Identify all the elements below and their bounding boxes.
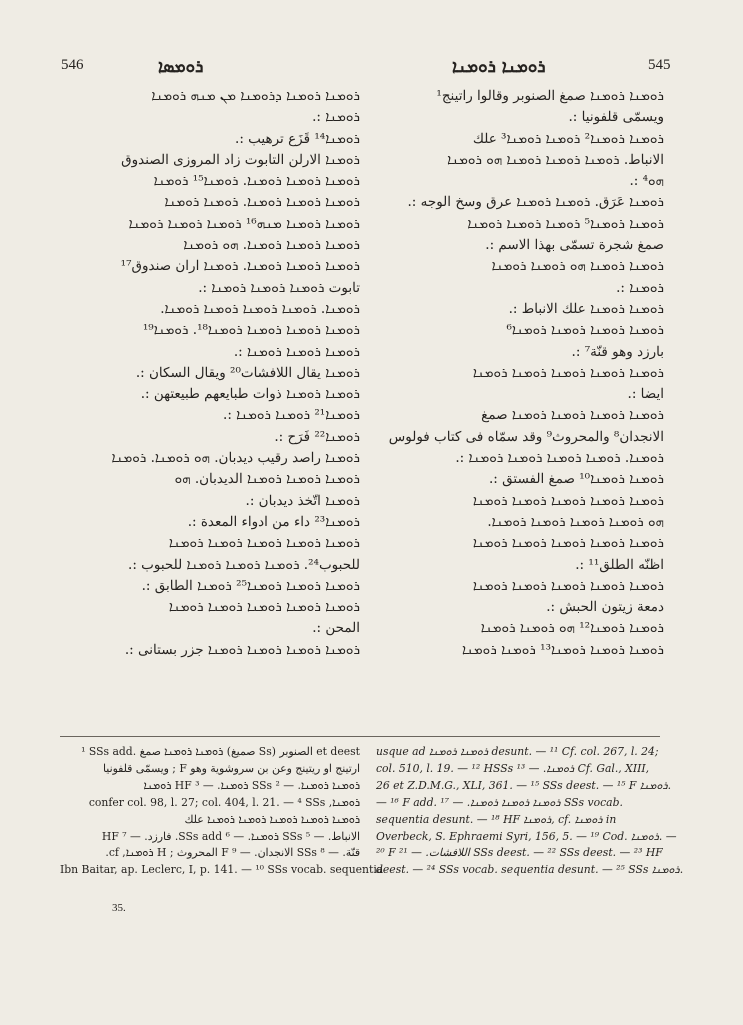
text-line: ܪܘܡܢܐ ܪܘܡܢܐ ܪܘܡܢܐ ܪܘܡܢܐ ܪܘܡܢܐ [168,599,360,616]
text-line: ويسمّى قلفونيا :. [568,109,664,126]
text-line: ܪܘܡܢܐ ܪܘܡܢܐ ܪܘܡܢܐ. ܪܘܡܢܐ¹⁵ ܪܘܡܢܐ [153,173,360,190]
text-line: ܪܘܡܢܐ ܪܘܡܢܐ ܪܘܡܢܐ ܪܘܡܢܐ¹⁸. ܪܘܡܢܐ¹⁹ [142,322,360,339]
text-line: ܪܘܡܢܐ ܪܘܡܢܐ ܪܘܡܢܐ ܪܘܡܢܐ ܪܘܡܢܐ [472,577,664,594]
text-line: ܪܘܡܢܐ ܪܘܡܢܐ ܪܘܡܢܐ ܪܘܡܢܐ ܪܘܡܢܐ [472,364,664,381]
signature-mark: 35. [112,902,126,914]
text-line: ܪܘܡܢܐ ܪܘܡܢܐ ܪܘܡܢܐ. ܪܘܡܢܐ ܪܘܡܢܐ [164,194,360,211]
text-line: ¹ SSs add. ܪܘܡܢܐ ܪܘܡܢܐ صمغ (صميغ Ss) الصنوبر et deest [81,745,360,758]
text-line: الانجدان⁸ والمحروث⁹ وقد سمّاه فى كتاب فولوس [388,428,664,445]
text-line: تابوت ܪܘܡܢܐ ܪܘܡܢܐ ܪܘܡܢܐ :. [198,279,360,296]
text-line: اظنّه الطلق¹¹ :. [575,556,664,573]
text-line: ܪܘܡܢܐ ܪܘܡܢܐ ܕܪܘܡܢܐ ܡܢ ܡܢܗ ܪܘܡܢܐ [151,88,360,104]
text-line: ܪܘܡܢܐ²² فَرَح :. [274,428,360,445]
text-line: col. 510, l. 19. — ¹² HSSs ܪܘܡܢܐ. — ¹³ Cf. Gal., XIII, [376,761,650,775]
text-line: ܪܘܡܢܐ ܪܘܡܢܐ. — ² SSs ܪܘܡܢܐ. — ³ HF ܪܘܡܢܐ [143,778,360,792]
text-line: ܪܘܡܢܐ ܪܘܡܢܐ ܪܘܡܢܐ الديدبان. ܗܘ [174,471,360,488]
text-line: — ¹⁶ F add. ܪܘܡܢܐ ܪܘܡܢܐ ܪܘܡܢܐ. — ¹⁷ SSs vocab. [376,795,623,809]
text-line: قنّة. — ⁸ SSs الانجدان. — ⁹ F المحروث ; H ܪܘܡܢܐ, cf. [105,846,360,860]
text-line: deest. — ²⁴ SSs vocab. sequentia desunt. — ²⁵ SSs ܪܘܡܢܐ. [376,863,684,877]
text-line: ܪܘܡܢܐ²¹ ܪܘܡܢܐ ܪܘܡܢܐ :. [223,407,360,424]
text-line: بارزد وهو قنّة⁷ :. [571,343,664,360]
text-line: ܪܘܡܢܐ ܪܘܡܢܐ صمغ الصنوبر وقالوا راتينج¹ [436,88,664,104]
text-line: ܪܘܡܢܐ الارلن التابوت زاد المروزى الصندوق [121,151,360,168]
text-line: ܪܘܡܢܐ ܪܘܡܢܐ علك الانباط :. [508,300,664,317]
text-line: ܪܘܡܢܐ ܪܘܡܢܐ ܪܘܡܢܐ. ܪܘܡܢܐ اران صندوق¹⁷ [120,258,360,275]
right-column [374,86,664,661]
text-line: ܪܘܡܢܐ, confer col. 98, l. 27; col. 404, l. 21. — ⁴ SSs [88,795,360,809]
text-line: للحبوب²⁴. ܪܘܡܢܐ ܪܘܡܢܐ ܪܘܡܢܐ للحبوب :. [128,556,360,573]
text-line: ܪܘܡܢܐ ܪܘܡܢܐ ܪܘܡܢܐ ܪܘܡܢܐ ܪܘܡܢܐ [168,535,360,552]
text-line: ܗܘ⁴ :. [629,173,664,190]
text-line: الانباط. ܪܘܡܢܐ ܪܘܡܢܐ ܪܘܡܢܐ ܗܘ ܪܘܡܢܐ [447,151,664,168]
text-line: ܪܘܡܢܐ¹⁴ قَزَع ترهيب :. [235,130,360,147]
text-line: ܪܘܡܢܐ ܪܘܡܢܐ ܪܘܡܢܐ¹³ ܪܘܡܢܐ ܪܘܡܢܐ [461,641,664,658]
text-line: usque ad ܪܘܡܢܐ ܪܘܡܢܐ desunt. — ¹¹ Cf. col. 267, l. 24; [376,745,659,758]
text-line: ܪܘܡܢܐ ܪܘܡܢܐ ܪܘܡܢܐ. ܗܘ ܪܘܡܢܐ [183,237,360,254]
text-line: 26 et Z.D.M.G., XLI, 361. — ¹⁵ SSs deest. — ¹⁵ F ܪܘܡܢܐ. [376,778,672,792]
text-line: ܪܘܡܢܐ يقال اللافشات²⁰ ويقال السكان :. [135,364,360,381]
text-line: ܪܘܡܢܐ :. [616,279,664,296]
text-line: ܪܘܡܢܐ ܪܘܡܢܐ ܪܘܡܢܐ ܪܘܡܢܐ صمغ [481,407,664,424]
text-line: ܪܘܡܢܐ راصد رقيب ديدبان. ܗܘ ܪܘܡܢܐ. ܪܘܡܢܐ [111,450,360,467]
text-line: ܪܘܡܢܐ ܪܘܡܢܐ ܪܘܡܢܐ ܪܘܡܢܐ⁶ [506,322,664,339]
text-line: ܪܘܡܢܐ ܪܘܡܢܐ ܪܘܡܢܐ ܪܘܡܢܐ ܪܘܡܢܐ علك [184,812,360,826]
text-line: ܪܘܡܢܐ²³ داء من ادواء المعدة :. [187,513,360,530]
text-line: ايضا :. [627,386,664,403]
text-line: ܪܘܡܢܐ عَرَق. ܪܘܡܢܐ ܪܘܡܢܐ عرق وسخ الوجه :. [407,194,664,211]
text-line: ܪܘܡܢܐ. ܪܘܡܢܐ ܪܘܡܢܐ ܪܘܡܢܐ ܪܘܡܢܐ. [160,300,360,317]
text-line: ܪܘܡܢܐ ܪܘܡܢܐ⁵ ܪܘܡܢܐ ܪܘܡܢܐ ܪܘܡܢܐ [467,215,664,232]
text-line: المحن :. [312,620,360,637]
text-line: ܪܘܡܢܐ ܪܘܡܢܐ ܪܘܡܢܐ ܪܘܡܢܐ ܪܘܡܢܐ [472,492,664,509]
text-line: ܪܘܡܢܐ ܪܘܡܢܐ ܪܘܡܢܐ ܪܘܡܢܐ ܪܘܡܢܐ [472,535,664,552]
text-line: صمغ شجرة تسمّى بهذا الاسم :. [485,237,664,254]
text-line: ²⁰ F اللافشات. — ²¹ SSs deest. — ²² SSs deest. — ²³ HF [376,846,663,860]
text-line: ارتينج او ريتينج وعن بن سروشوية وهو F ; ويسمّى قلفونيا [103,761,360,775]
text-line: ܪܘܡܢܐ اتّخذ ديدبان :. [245,492,360,509]
text-line: Overbeck, S. Ephraemi Syri, 156, 5. — ¹⁹ Cod. ܪܘܡܢܐ. — [376,829,677,843]
text-line: ܪܘܡܢܐ ܪܘܡܢܐ¹² ܗܘ ܪܘܡܢܐ ܪܘܡܢܐ [480,620,664,637]
text-line: sequentia desunt. — ¹⁸ HF ܪܘܡܢܐ, cf. ܪܘܡܢܐ in [376,812,617,826]
text-line: ܪܘܡܢܐ ܪܘܡܢܐ ܪܘܡܢܐ ܪܘܡܢܐ جزر بستانى :. [124,641,360,658]
text-line: الانباط. — ⁵ SSs ܪܘܡܢܐ. — ⁶ SSs add. فارزد. — ⁷ HF [101,829,360,843]
text-line: ܪܘܡܢܐ ܪܘܡܢܐ ذوات طبايعهم طبيعتهن :. [140,386,360,403]
left-page-number: 546 [61,57,84,73]
footnote-rule [60,736,660,737]
right-page-number: 545 [648,57,671,73]
text-line: ܪܘܡܢܐ. ܪܘܡܢܐ ܪܘܡܢܐ ܪܘܡܢܐ ܪܘܡܢܐ :. [455,450,664,467]
text-line: ܪܘܡܢܐ ܪܘܡܢܐ ܗܘ ܪܘܡܢܐ ܪܘܡܢܐ [491,258,664,275]
text-line: ܪܘܡܢܐ ܪܘܡܢܐ² ܪܘܡܢܐ ܪܘܡܢܐ³ علك [472,130,664,147]
left-column [60,86,360,661]
footnotes-left [60,744,384,879]
text-line: ܪܘܡܢܐ ܪܘܡܢܐ ܡܢܗ¹⁶ ܪܘܡܢܐ ܪܘܡܢܐ ܪܘܡܢܐ [128,215,360,232]
text-line: ܪܘܡܢܐ ܪܘܡܢܐ¹⁰ صمغ الفستق :. [489,471,664,488]
text-line: ܗܘ ܪܘܡܢܐ ܪܘܡܢܐ ܪܘܡܢܐ ܪܘܡܢܐ. [487,513,664,530]
text-line: ܪܘܡܢܐ ܪܘܡܢܐ ܪܘܡܢܐ :. [233,343,360,360]
right-running-head: ܪܘܡܢܐ ܪܘܡܢܐ [452,57,546,77]
text-line: ܪܘܡܢܐ ܪܘܡܢܐ ܪܘܡܢܐ²⁵ ܪܘܡܢܐ الطابق :. [141,577,360,594]
text-line: Ibn Baitar, ap. Leclerc, I, p. 141. — ¹⁰ SSs vocab. sequentia [60,863,384,877]
footnotes-right [376,744,684,879]
left-running-head: ܪܘܡܣܐ [158,57,204,77]
text-line: ܪܘܡܢܐ :. [312,109,360,126]
text-line: دمعة زيتون الحبش :. [546,599,664,616]
